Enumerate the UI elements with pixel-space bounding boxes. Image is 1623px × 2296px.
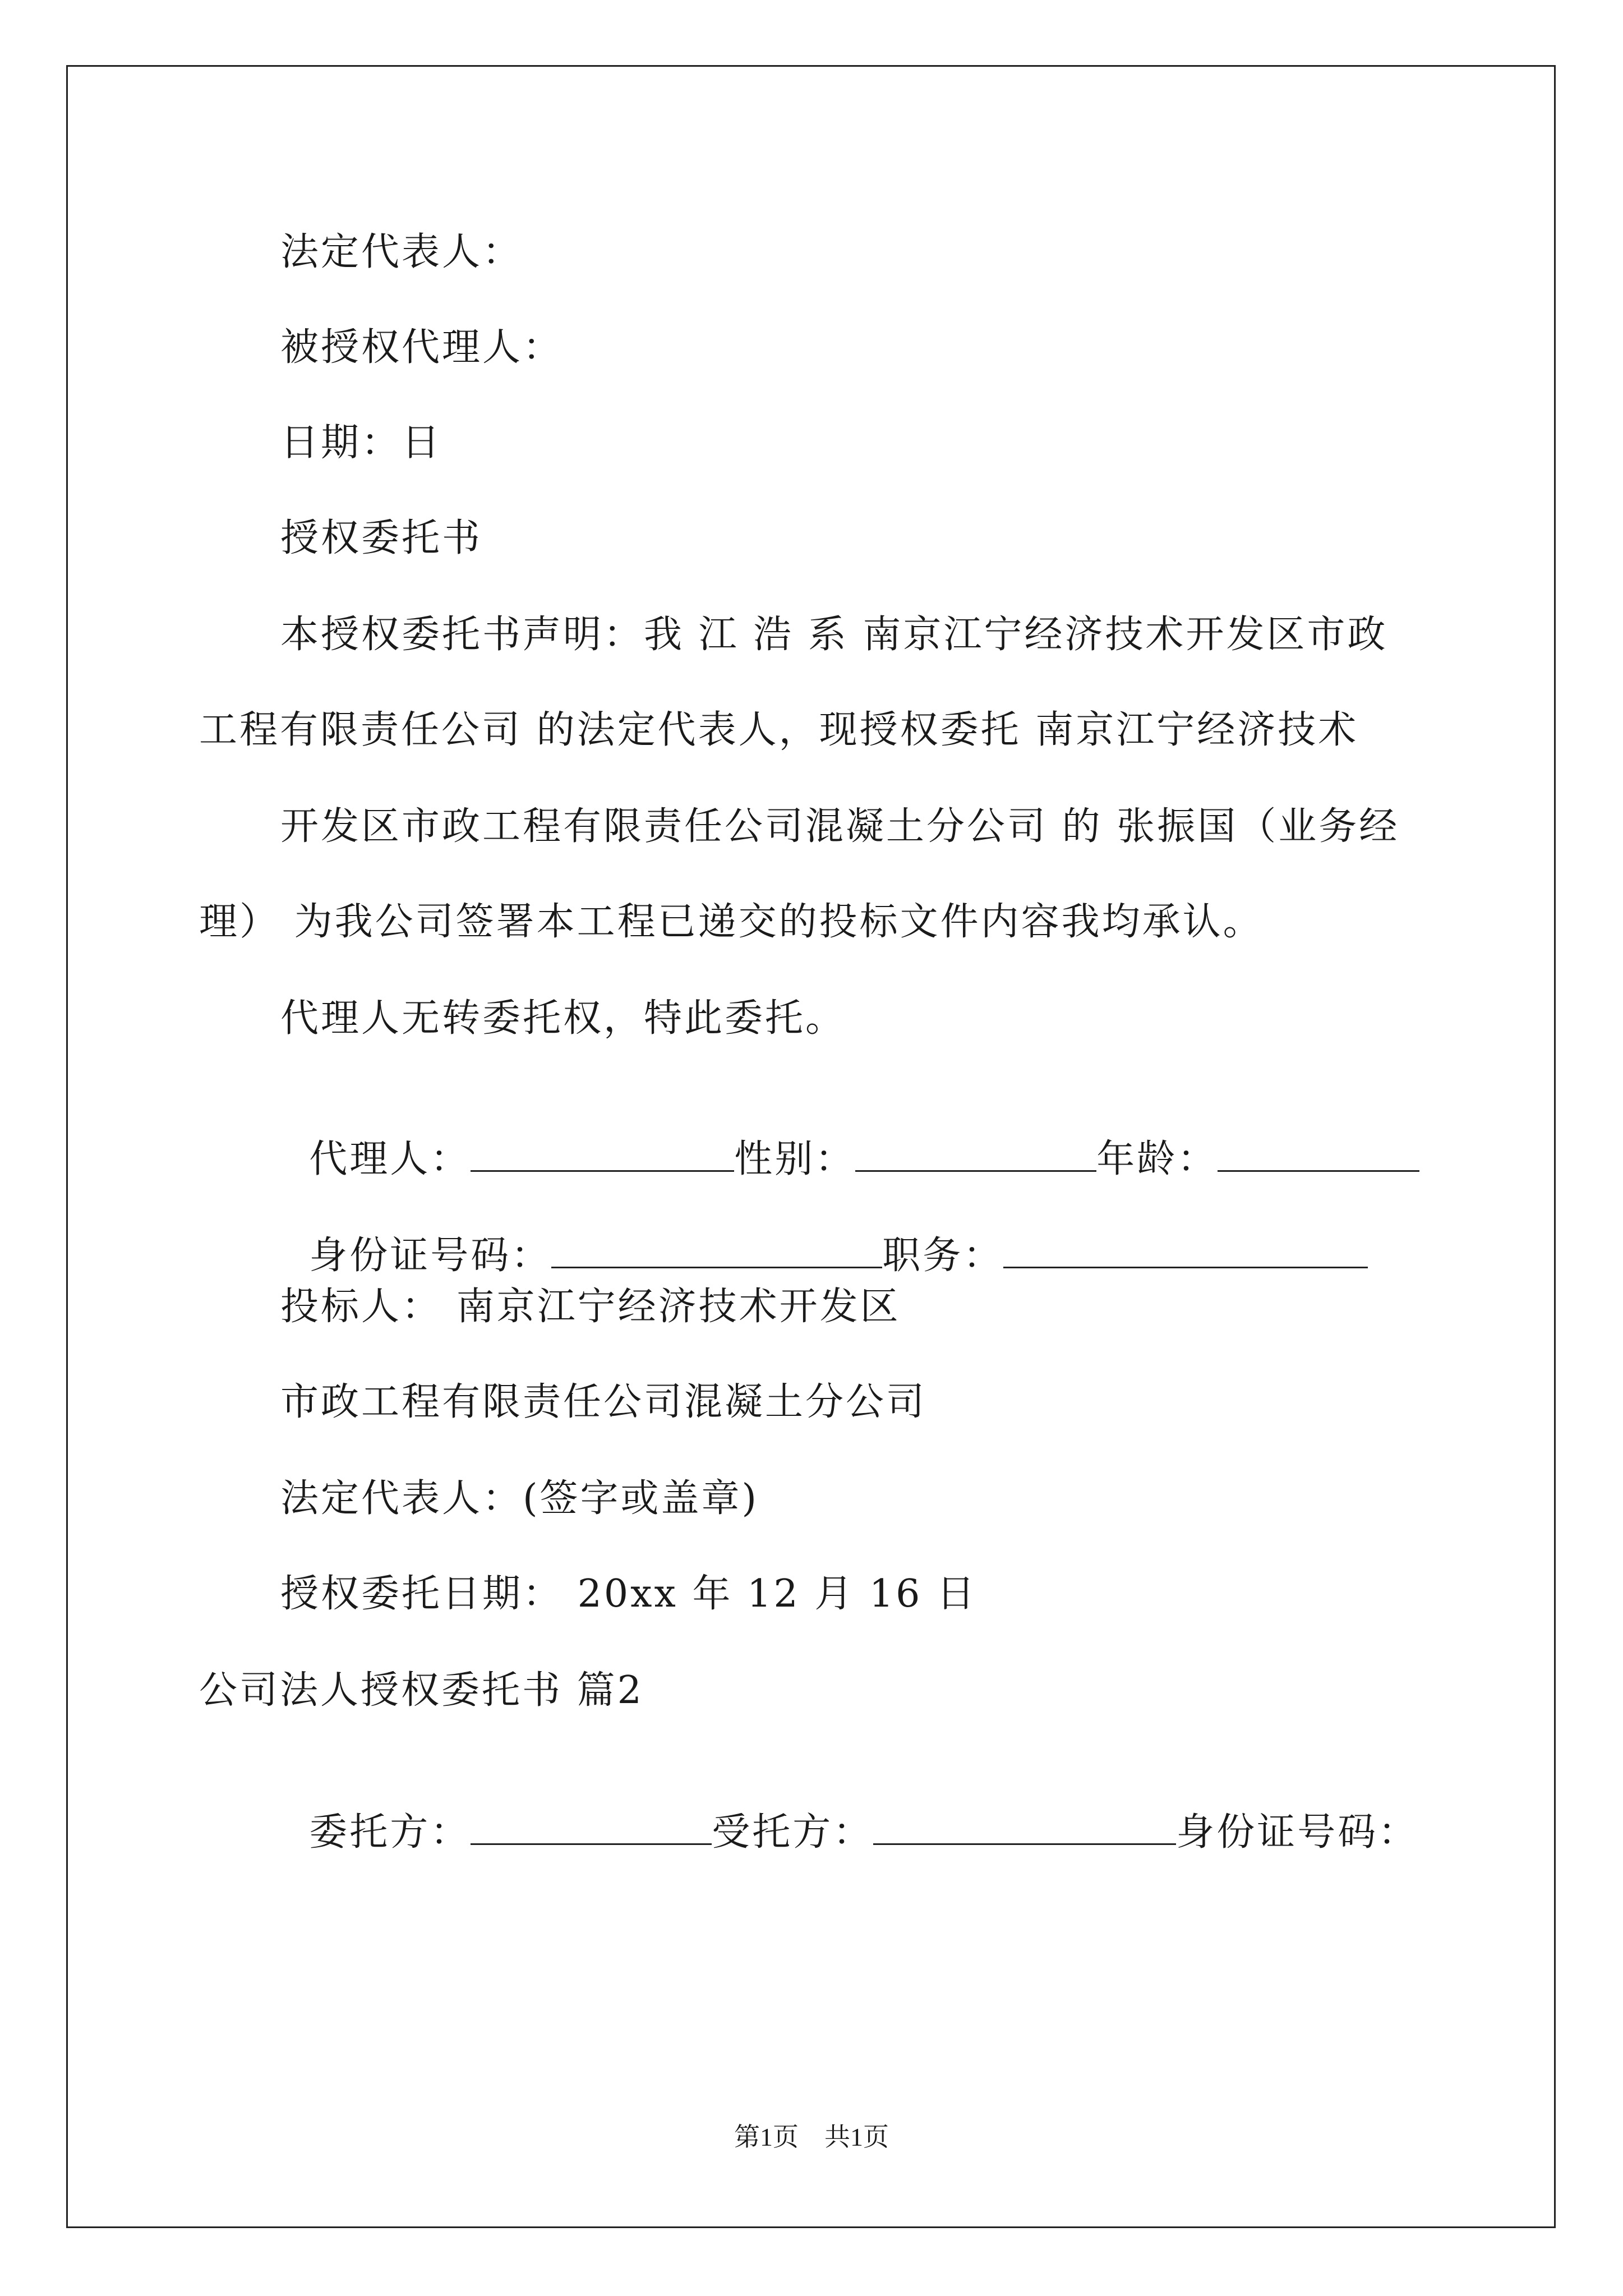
gender-label: 性别： [734, 1137, 856, 1181]
agent-label: 被授权代理人： [280, 325, 564, 370]
bidder-company-line: 市政工程有限责任公司混凝土分公司 [280, 1380, 927, 1424]
authorization-date-line: 授权委托日期： 20xx 年 12 月 16 日 [280, 1572, 977, 1616]
position-label: 职务： [882, 1234, 1004, 1278]
signature-line: 法定代表人：(签字或盖章) [280, 1476, 759, 1521]
article-2-title: 公司法人授权委托书 篇2 [199, 1668, 644, 1713]
gender-blank [855, 1137, 1096, 1172]
paragraph-line-2: 工程有限责任公司 的法定代表人，现授权委托 南京江宁经济技术 [199, 708, 1359, 752]
legal-rep-label: 法定代表人： [280, 230, 523, 274]
age-label: 年龄： [1096, 1137, 1218, 1181]
paragraph-line-1: 本授权委托书声明：我 江 浩 系 南京江宁经济技术开发区市政 [280, 613, 1388, 657]
paragraph-line-4: 理） 为我公司签署本工程已递交的投标文件内容我均承认。 [199, 900, 1264, 944]
page-number-footer: 第1页 共1页 [734, 2123, 889, 2151]
no-transfer-statement: 代理人无转委托权，特此委托。 [280, 996, 846, 1041]
principal-blank [471, 1810, 712, 1845]
position-blank [1003, 1233, 1368, 1268]
id-number-blank [551, 1233, 882, 1268]
parties-row [280, 1765, 1418, 1855]
paragraph-line-3: 开发区市政工程有限责任公司混凝土分公司 的 张振国（业务经 [280, 804, 1400, 849]
id-info-row [280, 1188, 1368, 1278]
trustee-blank [873, 1810, 1176, 1845]
id-number-label: 身份证号码： [309, 1234, 552, 1278]
section-title: 授权委托书 [280, 516, 483, 560]
principal-label: 委托方： [309, 1810, 471, 1855]
bidder-line: 投标人： 南京江宁经济技术开发区 [280, 1285, 901, 1329]
trustee-label: 受托方： [712, 1810, 874, 1855]
agent-name-blank [471, 1137, 734, 1172]
agent-info-row [280, 1092, 1419, 1182]
trustee-id-label: 身份证号码： [1176, 1810, 1419, 1855]
age-blank [1218, 1137, 1419, 1172]
agent-name-label: 代理人： [309, 1137, 471, 1181]
date-label: 日期：日 [280, 421, 442, 465]
